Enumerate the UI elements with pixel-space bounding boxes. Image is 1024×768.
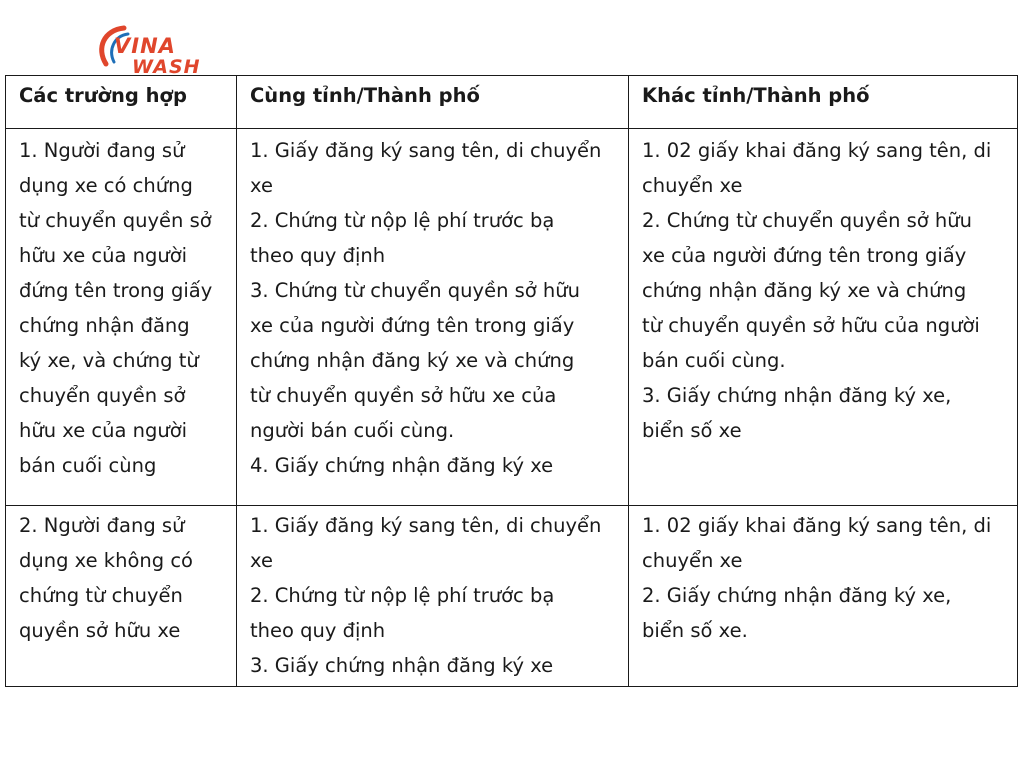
other-province-cell: 1. 02 giấy khai đăng ký sang tên, di chuyển xe 2. Giấy chứng nhận đăng ký xe, biển số xe. [629,506,1018,687]
logo-text-wash: WASH [132,56,201,78]
header-cases: Các trường hợp [6,76,237,129]
case-cell: 2. Người đang sử dụng xe không có chứng từ chuyển quyền sở hữu xe [6,506,237,687]
same-province-cell: 1. Giấy đăng ký sang tên, di chuyển xe 2. Chứng từ nộp lệ phí trước bạ theo quy định 3. Chứng từ chuyển quyền sở hữu xe của người đứng tên trong giấy chứng nhận đăng ký xe và chứng từ chuyển quyền sở hữu xe của người bán cuối cùng. 4. Giấy chứng nhận đăng ký xe [237,129,629,506]
header-other-province: Khác tỉnh/Thành phố [629,76,1018,129]
case-cell: 1. Người đang sử dụng xe có chứng từ chuyển quyền sở hữu xe của người đứng tên trong giấy chứng nhận đăng ký xe, và chứng từ chuyển quyền sở hữu xe của người bán cuối cùng [6,129,237,506]
other-province-cell: 1. 02 giấy khai đăng ký sang tên, di chuyển xe 2. Chứng từ chuyển quyền sở hữu xe của người đứng tên trong giấy chứng nhận đăng ký xe và chứng từ chuyển quyền sở hữu của người bán cuối cùng. 3. Giấy chứng nhận đăng ký xe, biển số xe [629,129,1018,506]
registration-requirements-table [5,75,1018,687]
header-same-province: Cùng tỉnh/Thành phố [237,76,629,129]
same-province-cell: 1. Giấy đăng ký sang tên, di chuyển xe 2. Chứng từ nộp lệ phí trước bạ theo quy định 3. Giấy chứng nhận đăng ký xe [237,506,629,687]
table-row [6,506,1018,687]
logo-text-vina: VINA [114,34,176,58]
table-row [6,129,1018,506]
table-header-row [6,76,1018,129]
vinawash-logo [94,20,204,80]
